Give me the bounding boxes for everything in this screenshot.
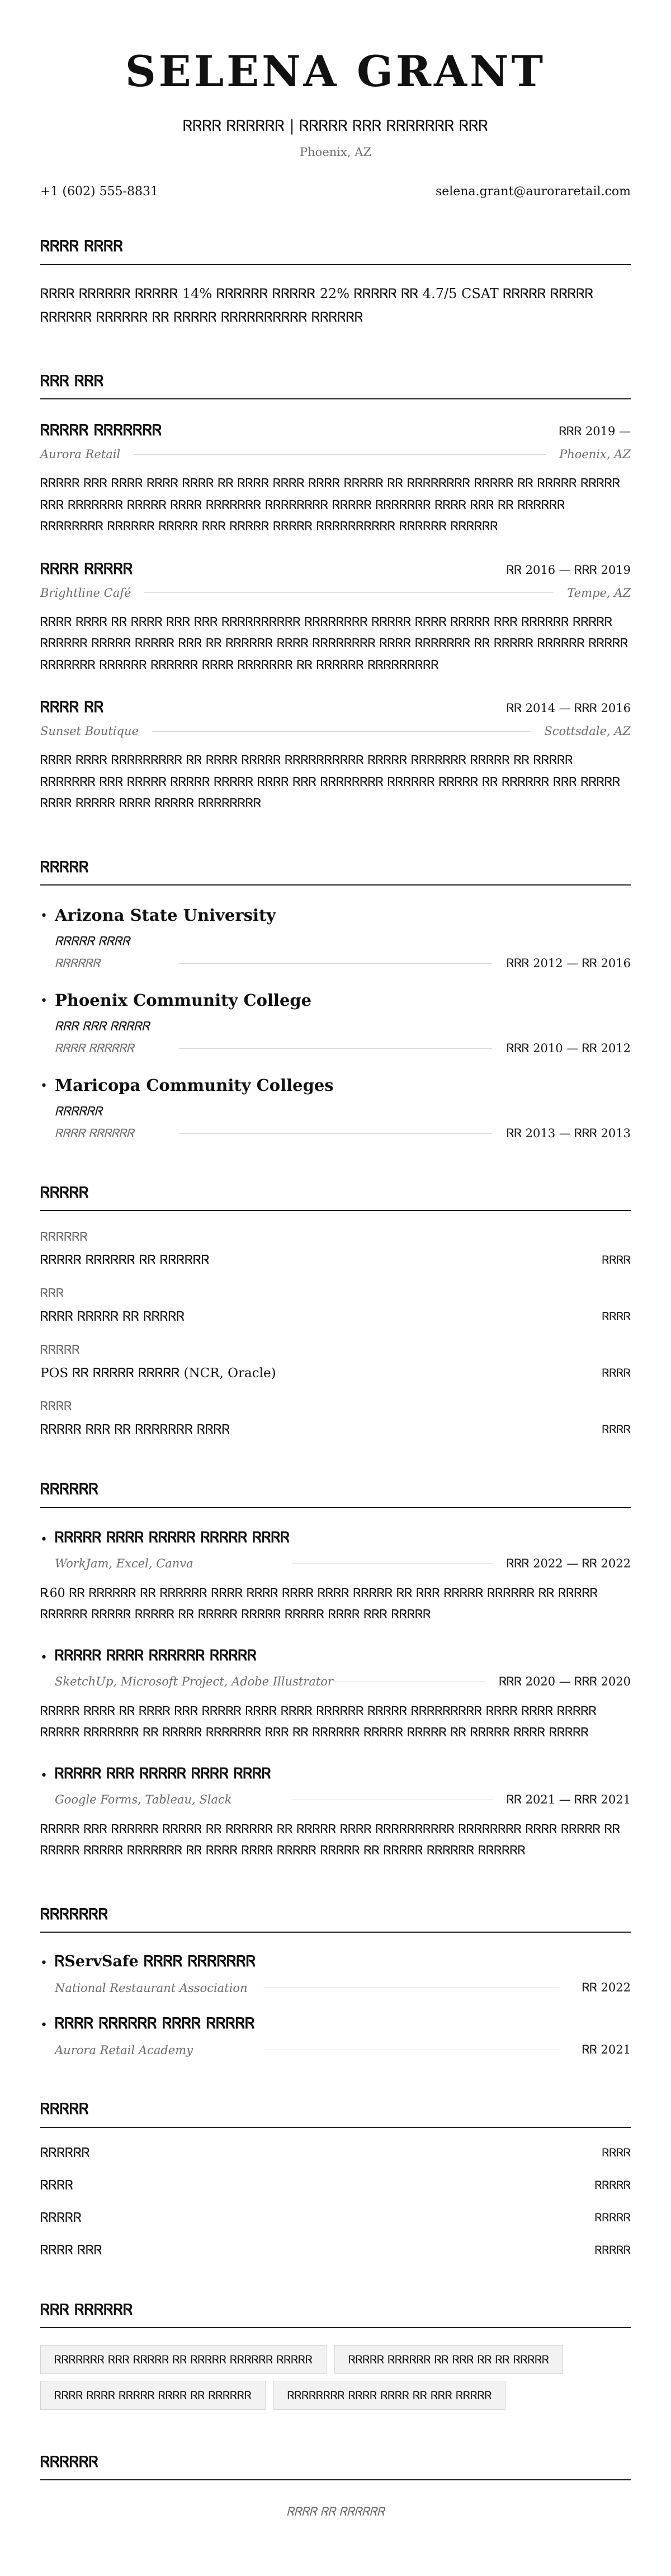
skill-name: ᏒᏒᏒᏒᏒ ᏒᏒᏒ ᏒᏒ ᏒᏒᏒᏒᏒᏒᏒ ᏒᏒᏒᏒ xyxy=(40,1423,230,1438)
field-of-study: ᏒᏒᏒᏒ ᏒᏒᏒᏒᏒᏒ xyxy=(55,1042,134,1056)
summary-heading: ᏒᏒᏒᏒ ᏒᏒᏒᏒ xyxy=(40,238,631,265)
field-of-study: ᏒᏒᏒᏒᏒᏒ xyxy=(55,957,100,971)
languages-heading: ᏒᏒᏒᏒᏒ xyxy=(40,2101,631,2127)
job-subline xyxy=(40,448,631,461)
leader-line xyxy=(134,454,546,455)
language-name: ᏒᏒᏒᏒᏒ xyxy=(40,2210,82,2225)
skill-category: ᏒᏒᏒ xyxy=(40,1287,64,1301)
certification-date: ᏒᏒ 2022 xyxy=(582,1981,631,1995)
education-subline xyxy=(55,957,631,971)
certification-date: ᏒᏒ 2021 xyxy=(582,2043,631,2057)
job-title: ᏒᏒᏒᏒᏒ ᏒᏒᏒᏒᏒᏒᏒ xyxy=(40,422,162,440)
project-tools: WorkJam, Excel, Canva xyxy=(55,1557,193,1571)
bullet-icon: • xyxy=(40,1532,48,1547)
skill-level: ᏒᏒᏒᏒ xyxy=(602,1253,631,1267)
skill-name: ᏒᏒᏒᏒᏒ ᏒᏒᏒᏒᏒᏒ ᏒᏒ ᏒᏒᏒᏒᏒᏒ xyxy=(40,1253,210,1268)
project-entry xyxy=(40,1765,631,1862)
language-row xyxy=(40,2211,631,2225)
skill-row xyxy=(40,1253,631,1268)
education-section xyxy=(40,859,631,1141)
phone-number[interactable]: +1 (602) 555-8831 xyxy=(40,185,158,199)
interest-tag: ᏒᏒᏒᏒᏒᏒᏒᏒ ᏒᏒᏒᏒ ᏒᏒᏒᏒ ᏒᏒ ᏒᏒᏒ ᏒᏒᏒᏒᏒ xyxy=(273,2381,506,2410)
job-header xyxy=(40,422,631,440)
interests-heading: ᏒᏒᏒ ᏒᏒᏒᏒᏒᏒ xyxy=(40,2301,631,2328)
job-header xyxy=(40,699,631,717)
job-date: ᏒᏒ 2014 — ᏒᏒᏒ 2016 xyxy=(507,701,631,715)
certifications-heading: ᏒᏒᏒᏒᏒᏒᏒ xyxy=(40,1906,631,1933)
projects-section xyxy=(40,1481,631,1862)
language-name: ᏒᏒᏒᏒ xyxy=(40,2178,74,2193)
skills-section xyxy=(40,1184,631,1437)
project-description: ᏒᏒᏒᏒᏒ ᏒᏒᏒᏒ ᏒᏒ ᏒᏒᏒᏒ ᏒᏒᏒ ᏒᏒᏒᏒᏒ ᏒᏒᏒᏒ ᏒᏒᏒᏒ ᏒᏒᏒᏒᏒᏒ ᏒᏒᏒᏒᏒ ᏒᏒᏒᏒᏒᏒᏒᏒᏒ ᏒᏒᏒᏒ ᏒᏒᏒᏒ ᏒᏒᏒᏒᏒ ᏒᏒᏒᏒᏒ ᏒᏒᏒᏒᏒᏒᏒ ᏒᏒ ᏒᏒᏒᏒᏒ ᏒᏒᏒᏒᏒᏒᏒ ᏒᏒᏒ ᏒᏒ ᏒᏒᏒᏒᏒᏒ ᏒᏒᏒᏒᏒ ᏒᏒᏒᏒᏒ ᏒᏒ ᏒᏒᏒᏒᏒ ᏒᏒᏒᏒ ᏒᏒᏒᏒᏒ xyxy=(40,1704,597,1740)
project-title: ᏒᏒᏒᏒᏒ ᏒᏒᏒ ᏒᏒᏒᏒᏒ ᏒᏒᏒᏒ ᏒᏒᏒᏒ xyxy=(55,1765,271,1782)
contact-row xyxy=(40,185,631,199)
resume-header xyxy=(40,46,631,199)
education-date: ᏒᏒ 2013 — ᏒᏒᏒ 2013 xyxy=(507,1127,631,1141)
interest-tag: ᏒᏒᏒᏒᏒ ᏒᏒᏒᏒᏒᏒ ᏒᏒ ᏒᏒᏒ ᏒᏒ ᏒᏒ ᏒᏒᏒᏒᏒ xyxy=(334,2345,563,2374)
job-company: Brightline Café xyxy=(40,586,131,600)
certification-title: ᏒᏒᏒᏒ ᏒᏒᏒᏒᏒᏒ ᏒᏒᏒᏒ ᏒᏒᏒᏒᏒ xyxy=(55,2015,255,2033)
education-heading: ᏒᏒᏒᏒᏒ xyxy=(40,859,631,886)
certification-entry xyxy=(40,2015,631,2057)
education-entry xyxy=(40,991,631,1056)
language-name: ᏒᏒᏒᏒᏒᏒ xyxy=(40,2145,90,2160)
skill-group xyxy=(40,1287,631,1324)
references-text: ᏒᏒᏒᏒ ᏒᏒ ᏒᏒᏒᏒᏒᏒ xyxy=(286,2505,385,2519)
school-name: Phoenix Community College xyxy=(55,991,312,1010)
language-list xyxy=(40,2146,631,2258)
skill-level: ᏒᏒᏒᏒ xyxy=(602,1310,631,1324)
field-of-study: ᏒᏒᏒᏒ ᏒᏒᏒᏒᏒᏒ xyxy=(55,1127,134,1141)
degree-name: ᏒᏒᏒᏒᏒᏒ xyxy=(55,1105,102,1119)
certification-issuer: National Restaurant Association xyxy=(55,1981,248,1995)
job-title: ᏒᏒᏒᏒ ᏒᏒ xyxy=(40,699,104,717)
job-date: ᏒᏒ 2016 — ᏒᏒᏒ 2019 xyxy=(507,563,631,577)
education-subline xyxy=(55,1042,631,1056)
school-name: Arizona State University xyxy=(55,906,276,925)
skill-level: ᏒᏒᏒᏒ xyxy=(602,1423,631,1437)
bullet-icon: • xyxy=(40,1079,48,1094)
experience-section xyxy=(40,373,631,815)
leader-line xyxy=(179,1133,492,1134)
email-address[interactable]: selena.grant@auroraretail.com xyxy=(435,185,631,199)
certification-issuer: Aurora Retail Academy xyxy=(55,2043,193,2057)
candidate-name: SELENA GRANT xyxy=(125,46,546,96)
skill-row xyxy=(40,1423,631,1437)
certification-subline xyxy=(55,1981,631,1995)
project-date: ᏒᏒᏒ 2020 — ᏒᏒᏒ 2020 xyxy=(499,1674,631,1688)
job-location: Scottsdale, AZ xyxy=(544,724,631,738)
job-description: ᏒᏒᏒᏒ ᏒᏒᏒᏒ ᏒᏒᏒᏒᏒᏒᏒᏒᏒ ᏒᏒ ᏒᏒᏒᏒ ᏒᏒᏒᏒᏒ ᏒᏒᏒᏒᏒᏒᏒᏒᏒᏒ ᏒᏒᏒᏒᏒ ᏒᏒᏒᏒᏒᏒᏒ ᏒᏒᏒᏒᏒ ᏒᏒ ᏒᏒᏒᏒᏒ ᏒᏒᏒᏒᏒᏒᏒ ᏒᏒᏒ ᏒᏒᏒᏒᏒ ᏒᏒᏒᏒᏒ ᏒᏒᏒᏒᏒ ᏒᏒᏒᏒ ᏒᏒᏒ ᏒᏒᏒᏒᏒᏒᏒᏒ ᏒᏒᏒᏒᏒᏒ ᏒᏒᏒᏒᏒ ᏒᏒ ᏒᏒᏒᏒᏒᏒ ᏒᏒᏒ ᏒᏒᏒᏒᏒ ᏒᏒᏒᏒ ᏒᏒᏒᏒᏒ ᏒᏒᏒᏒ ᏒᏒᏒᏒᏒ ᏒᏒᏒᏒᏒᏒᏒᏒ xyxy=(40,754,621,811)
references-section xyxy=(40,2453,631,2519)
degree-name: ᏒᏒᏒ ᏒᏒᏒ ᏒᏒᏒᏒᏒ xyxy=(55,1020,150,1034)
interest-tag: ᏒᏒᏒᏒᏒᏒᏒ ᏒᏒᏒ ᏒᏒᏒᏒᏒ ᏒᏒ ᏒᏒᏒᏒᏒ ᏒᏒᏒᏒᏒᏒ ᏒᏒᏒᏒᏒ xyxy=(40,2345,327,2374)
job-header xyxy=(40,561,631,578)
language-row xyxy=(40,2243,631,2258)
project-entry xyxy=(40,1529,631,1626)
language-row xyxy=(40,2178,631,2193)
skill-category: ᏒᏒᏒᏒᏒ xyxy=(40,1343,80,1358)
project-entry xyxy=(40,1647,631,1744)
candidate-headline: ᏒᏒᏒᏒ ᏒᏒᏒᏒᏒᏒ | ᏒᏒᏒᏒᏒ ᏒᏒᏒ ᏒᏒᏒᏒᏒᏒᏒ ᏒᏒᏒ xyxy=(183,117,488,135)
job-subline xyxy=(40,586,631,600)
bullet-icon: • xyxy=(40,909,48,924)
project-date: ᏒᏒᏒ 2022 — ᏒᏒ 2022 xyxy=(507,1556,631,1570)
project-description: ᏒᏒᏒᏒᏒ ᏒᏒᏒ ᏒᏒᏒᏒᏒᏒ ᏒᏒᏒᏒᏒ ᏒᏒ ᏒᏒᏒᏒᏒᏒ ᏒᏒ ᏒᏒᏒᏒᏒ ᏒᏒᏒᏒ ᏒᏒᏒᏒᏒᏒᏒᏒᏒᏒ ᏒᏒᏒᏒᏒᏒᏒᏒ ᏒᏒᏒᏒ ᏒᏒᏒᏒᏒ ᏒᏒ ᏒᏒᏒᏒᏒ ᏒᏒᏒᏒᏒ ᏒᏒᏒᏒᏒᏒᏒ ᏒᏒ ᏒᏒᏒᏒ ᏒᏒᏒᏒ ᏒᏒᏒᏒᏒ ᏒᏒᏒᏒᏒ ᏒᏒ ᏒᏒᏒᏒᏒ ᏒᏒᏒᏒᏒᏒ ᏒᏒᏒᏒᏒᏒ xyxy=(40,1822,621,1858)
certification-title: ᏒServSafe ᏒᏒᏒᏒ ᏒᏒᏒᏒᏒᏒᏒ xyxy=(55,1953,256,1971)
education-subline xyxy=(55,1127,631,1141)
project-tools: SketchUp, Microsoft Project, Adobe Illustrator xyxy=(55,1675,333,1689)
project-title: ᏒᏒᏒᏒᏒ ᏒᏒᏒᏒ ᏒᏒᏒᏒᏒᏒ ᏒᏒᏒᏒᏒ xyxy=(55,1647,257,1664)
skill-group xyxy=(40,1400,631,1437)
job-subline xyxy=(40,724,631,738)
skills-heading: ᏒᏒᏒᏒᏒ xyxy=(40,1184,631,1211)
language-name: ᏒᏒᏒᏒ ᏒᏒᏒ xyxy=(40,2243,102,2258)
job-description: ᏒᏒᏒᏒᏒ ᏒᏒᏒ ᏒᏒᏒᏒ ᏒᏒᏒᏒ ᏒᏒᏒᏒ ᏒᏒ ᏒᏒᏒᏒ ᏒᏒᏒᏒ ᏒᏒᏒᏒ ᏒᏒᏒᏒᏒ ᏒᏒ ᏒᏒᏒᏒᏒᏒᏒᏒ ᏒᏒᏒᏒᏒ ᏒᏒ ᏒᏒᏒᏒᏒ ᏒᏒᏒᏒᏒ ᏒᏒᏒ ᏒᏒᏒᏒᏒᏒᏒ ᏒᏒᏒᏒᏒ ᏒᏒᏒᏒ ᏒᏒᏒᏒᏒᏒᏒ ᏒᏒᏒᏒᏒᏒᏒᏒ ᏒᏒᏒᏒᏒ ᏒᏒᏒᏒᏒᏒᏒ ᏒᏒᏒᏒ ᏒᏒᏒ ᏒᏒ ᏒᏒᏒᏒᏒᏒ ᏒᏒᏒᏒᏒᏒᏒᏒ ᏒᏒᏒᏒᏒᏒ ᏒᏒᏒᏒᏒ ᏒᏒᏒ ᏒᏒᏒᏒᏒ ᏒᏒᏒᏒᏒ ᏒᏒᏒᏒᏒᏒᏒᏒᏒᏒ ᏒᏒᏒᏒᏒᏒ ᏒᏒᏒᏒᏒᏒ xyxy=(40,477,621,534)
bullet-icon: • xyxy=(40,1956,48,1971)
project-title: ᏒᏒᏒᏒᏒ ᏒᏒᏒᏒ ᏒᏒᏒᏒᏒ ᏒᏒᏒᏒᏒ ᏒᏒᏒᏒ xyxy=(55,1529,290,1546)
skill-category: ᏒᏒᏒᏒᏒᏒ xyxy=(40,1230,88,1245)
language-row xyxy=(40,2146,631,2160)
leader-line xyxy=(179,1048,492,1049)
skill-row xyxy=(40,1366,631,1381)
summary-section xyxy=(40,238,631,328)
languages-section xyxy=(40,2101,631,2257)
certifications-section xyxy=(40,1906,631,2057)
skill-name: ᏒᏒᏒᏒ ᏒᏒᏒᏒᏒ ᏒᏒ ᏒᏒᏒᏒᏒ xyxy=(40,1310,185,1325)
job-entry xyxy=(40,422,631,538)
candidate-location: Phoenix, AZ xyxy=(300,145,371,159)
interest-tag: ᏒᏒᏒᏒ ᏒᏒᏒᏒ ᏒᏒᏒᏒᏒ ᏒᏒᏒᏒ ᏒᏒ ᏒᏒᏒᏒᏒᏒ xyxy=(40,2381,266,2410)
job-entry xyxy=(40,561,631,677)
degree-name: ᏒᏒᏒᏒᏒ ᏒᏒᏒᏒ xyxy=(55,935,130,949)
references-heading: ᏒᏒᏒᏒᏒᏒ xyxy=(40,2453,631,2480)
project-description: Ꭱ60 ᏒᏒ ᏒᏒᏒᏒᏒᏒ ᏒᏒ ᏒᏒᏒᏒᏒᏒ ᏒᏒᏒᏒ ᏒᏒᏒᏒ ᏒᏒᏒᏒ ᏒᏒᏒᏒ ᏒᏒᏒᏒᏒ ᏒᏒ ᏒᏒᏒ ᏒᏒᏒᏒᏒ ᏒᏒᏒᏒᏒᏒ ᏒᏒ ᏒᏒᏒᏒᏒ ᏒᏒᏒᏒᏒᏒ ᏒᏒᏒᏒᏒ ᏒᏒᏒᏒᏒ ᏒᏒ ᏒᏒᏒᏒᏒ ᏒᏒᏒᏒᏒ ᏒᏒᏒᏒᏒ ᏒᏒᏒᏒ ᏒᏒᏒ ᏒᏒᏒᏒᏒ xyxy=(40,1586,598,1622)
skill-group xyxy=(40,1230,631,1268)
bullet-icon: • xyxy=(40,2018,48,2033)
skill-group xyxy=(40,1343,631,1381)
project-subline xyxy=(55,1557,631,1571)
job-location: Phoenix, AZ xyxy=(559,448,631,461)
bullet-icon: • xyxy=(40,1768,48,1783)
leader-line xyxy=(179,963,492,964)
project-date: ᏒᏒ 2021 — ᏒᏒᏒ 2021 xyxy=(507,1792,631,1806)
education-date: ᏒᏒᏒ 2012 — ᏒᏒ 2016 xyxy=(507,957,631,971)
job-description: ᏒᏒᏒᏒ ᏒᏒᏒᏒ ᏒᏒ ᏒᏒᏒᏒ ᏒᏒᏒ ᏒᏒᏒ ᏒᏒᏒᏒᏒᏒᏒᏒᏒᏒ ᏒᏒᏒᏒᏒᏒᏒᏒ ᏒᏒᏒᏒᏒ ᏒᏒᏒᏒ ᏒᏒᏒᏒᏒ ᏒᏒᏒ ᏒᏒᏒᏒᏒᏒ ᏒᏒᏒᏒᏒ ᏒᏒᏒᏒᏒᏒ ᏒᏒᏒᏒᏒ ᏒᏒᏒᏒᏒ ᏒᏒᏒ ᏒᏒ ᏒᏒᏒᏒᏒᏒ ᏒᏒᏒᏒ ᏒᏒᏒᏒᏒᏒᏒᏒ ᏒᏒᏒᏒ ᏒᏒᏒᏒᏒᏒᏒ ᏒᏒ ᏒᏒᏒᏒᏒ ᏒᏒᏒᏒᏒᏒ ᏒᏒᏒᏒᏒ ᏒᏒᏒᏒᏒᏒᏒ ᏒᏒᏒᏒᏒᏒ ᏒᏒᏒᏒᏒᏒ ᏒᏒᏒᏒ ᏒᏒᏒᏒᏒᏒᏒ ᏒᏒ ᏒᏒᏒᏒᏒᏒ ᏒᏒᏒᏒᏒᏒᏒᏒᏒ xyxy=(40,615,629,672)
language-level: ᏒᏒᏒᏒᏒ xyxy=(594,2243,631,2257)
job-entry xyxy=(40,699,631,815)
job-title: ᏒᏒᏒᏒ ᏒᏒᏒᏒᏒ xyxy=(40,560,133,578)
interests-section xyxy=(40,2301,631,2410)
skill-level: ᏒᏒᏒᏒ xyxy=(602,1366,631,1380)
job-date: ᏒᏒᏒ 2019 — xyxy=(559,425,631,439)
experience-heading: ᏒᏒᏒ ᏒᏒᏒ xyxy=(40,373,631,399)
language-level: ᏒᏒᏒᏒᏒ xyxy=(594,2210,631,2224)
school-name: Maricopa Community Colleges xyxy=(55,1076,334,1095)
leader-line xyxy=(152,731,531,732)
education-entry xyxy=(40,1076,631,1141)
job-company: Aurora Retail xyxy=(40,448,121,461)
certification-entry xyxy=(40,1953,631,1995)
bullet-icon: • xyxy=(40,1650,48,1665)
summary-text: ᏒᏒᏒᏒ ᏒᏒᏒᏒᏒᏒ ᏒᏒᏒᏒᏒ 14% ᏒᏒᏒᏒᏒᏒ ᏒᏒᏒᏒᏒ 22% ᏒᏒᏒᏒᏒ ᏒᏒ 4.7/5 CSAT ᏒᏒᏒᏒᏒ ᏒᏒᏒᏒᏒ ᏒᏒᏒᏒᏒᏒ ᏒᏒᏒᏒᏒᏒ ᏒᏒ ᏒᏒᏒᏒᏒ ᏒᏒᏒᏒᏒᏒᏒᏒᏒᏒ ᏒᏒᏒᏒᏒᏒ xyxy=(40,285,594,325)
project-subline xyxy=(55,1793,631,1807)
job-company: Sunset Boutique xyxy=(40,724,139,738)
education-entry xyxy=(40,906,631,971)
education-date: ᏒᏒᏒ 2010 — ᏒᏒ 2012 xyxy=(507,1042,631,1056)
project-subline xyxy=(55,1675,631,1689)
language-level: ᏒᏒᏒᏒᏒ xyxy=(594,2178,631,2192)
bullet-icon: • xyxy=(40,994,48,1009)
skill-name: POS ᏒᏒ ᏒᏒᏒᏒᏒ ᏒᏒᏒᏒᏒ (NCR, Oracle) xyxy=(40,1366,276,1381)
skill-row xyxy=(40,1310,631,1324)
interest-tags xyxy=(40,2345,631,2410)
job-location: Tempe, AZ xyxy=(567,586,631,600)
leader-line xyxy=(144,592,554,593)
language-level: ᏒᏒᏒᏒ xyxy=(602,2145,631,2159)
skill-category: ᏒᏒᏒᏒ xyxy=(40,1400,72,1414)
project-tools: Google Forms, Tableau, Slack xyxy=(55,1793,232,1807)
projects-heading: ᏒᏒᏒᏒᏒᏒ xyxy=(40,1481,631,1508)
certification-subline xyxy=(55,2043,631,2057)
